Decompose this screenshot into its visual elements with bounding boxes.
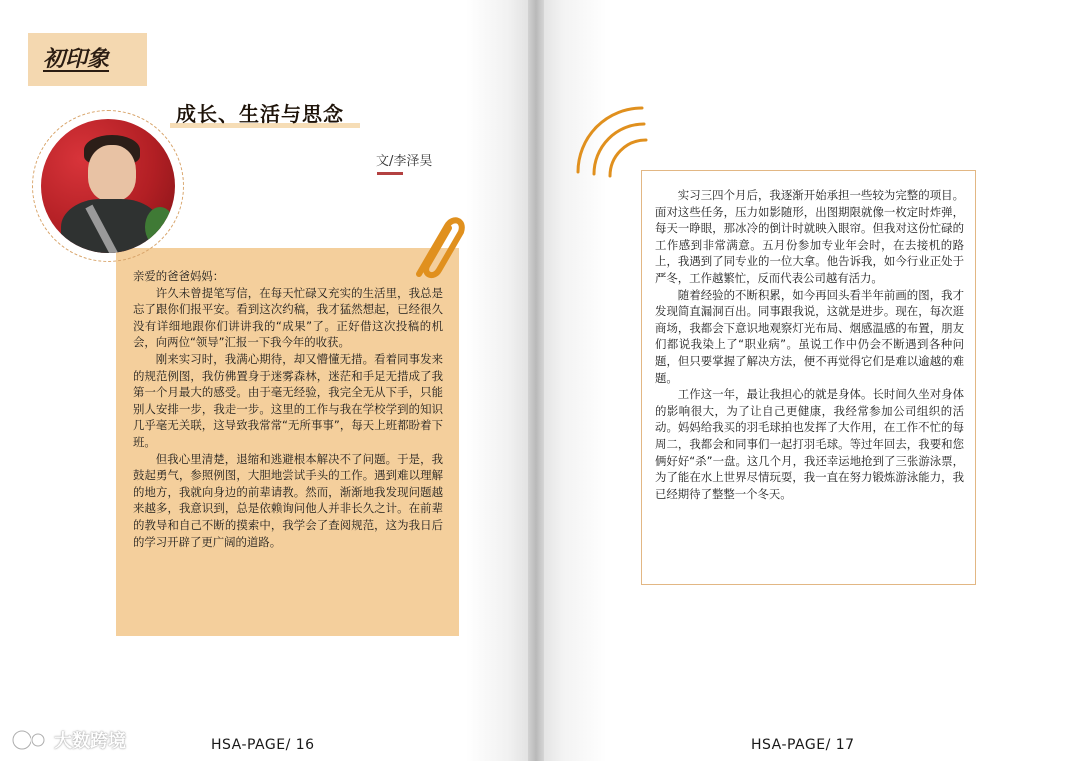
body-paragraph: 实习三四个月后，我逐渐开始承担一些较为完整的项目。面对这些任务，压力如影随形，出图期限就像一枚定时炸弹，每天一睁眼，那冰冷的倒计时就映入眼帘。但我对这份忙碌的工作感到非常满意。五月份参加专业年会时，在去接机的路上，我遇到了同专业的一位大拿。他告诉我，如今行业正处于严冬，工作越繁忙，反而代表公司越有活力。	[655, 188, 964, 285]
author-accent-bar	[377, 172, 403, 175]
page-number-left: HSA-PAGE/ 16	[211, 737, 315, 753]
signal-arcs-icon	[570, 100, 650, 180]
body-paragraph: 工作这一年，最让我担心的就是身体。长时间久坐对身体的影响很大，为了让自己更健康，我经常参加公司组织的活动。妈妈给我买的羽毛球拍也发挥了大作用，在工作不忙的每周二，我都会和同事们一起打羽毛球。等过年回去，我要和您俩好好“杀”一盘。这几个月，我还幸运地抢到了三张游泳票，为了能在水上世界尽情玩耍，我一直在努力锻炼游泳能力，我已经期待了整整一个冬天。	[655, 387, 964, 501]
letter-paragraph: 但我心里清楚，退缩和逃避根本解决不了问题。于是，我鼓起勇气，参照例图，大胆地尝试手头的工作。遇到难以理解的地方，我就向身边的前辈请教。然而，渐渐地我发现问题越来越多，我意识到，总是依赖询问他人并非长久之计。在前辈的教导和自己不断的摸索中，我学会了查阅规范，这为我日后的学习开辟了更广阔的道路。	[133, 451, 443, 549]
section-tag	[28, 33, 147, 86]
author-photo	[41, 119, 175, 253]
watermark-text: 大数跨境	[54, 731, 126, 752]
page-number-right: HSA-PAGE/ 17	[751, 737, 855, 753]
letter-paragraph: 刚来实习时，我满心期待，却又懵懂无措。看着同事发来的规范例图，我仿佛置身于迷雾森林，迷茫和手足无措成了我第一个月最大的感受。由于毫无经验，我完全无从下手，只能别人安排一步，我走一步。这里的工作与我在学校学到的知识几乎毫无关联，这导致我常常“无所事事”，每天上班都盼着下班。	[133, 351, 443, 449]
watermark-logo-icon	[10, 728, 50, 752]
article-title: 成长、生活与思念	[176, 102, 344, 126]
right-body	[655, 187, 964, 502]
letter-paragraph: 许久未曾提笔写信，在每天忙碌又充实的生活里，我总是忘了跟你们报平安。看到这次约稿，我才猛然想起，已经很久没有详细地跟你们讲讲我的“成果”了。正好借这次投稿的机会，向两位“领导”汇报一下我今年的收获。	[133, 285, 443, 350]
author-photo-frame	[32, 110, 184, 262]
section-tag-label: 初印象	[43, 47, 110, 72]
letter-body	[133, 268, 443, 550]
watermark	[10, 728, 126, 752]
letter-salutation: 亲爱的爸爸妈妈：	[133, 269, 225, 283]
body-paragraph: 随着经验的不断积累，如今再回头看半年前画的图，我才发现简直漏洞百出。同事跟我说，这就是进步。现在，每次逛商场，我都会下意识地观察灯光布局、烟感温感的布置，朋友们都说我染上了“职业病”。虽说工作中仍会不断遇到各种问题，但只要掌握了解决方法，便不再觉得它们是难以逾越的难题。	[655, 287, 964, 385]
book-spine	[528, 0, 544, 761]
author-byline: 文/李泽昊	[376, 154, 433, 169]
